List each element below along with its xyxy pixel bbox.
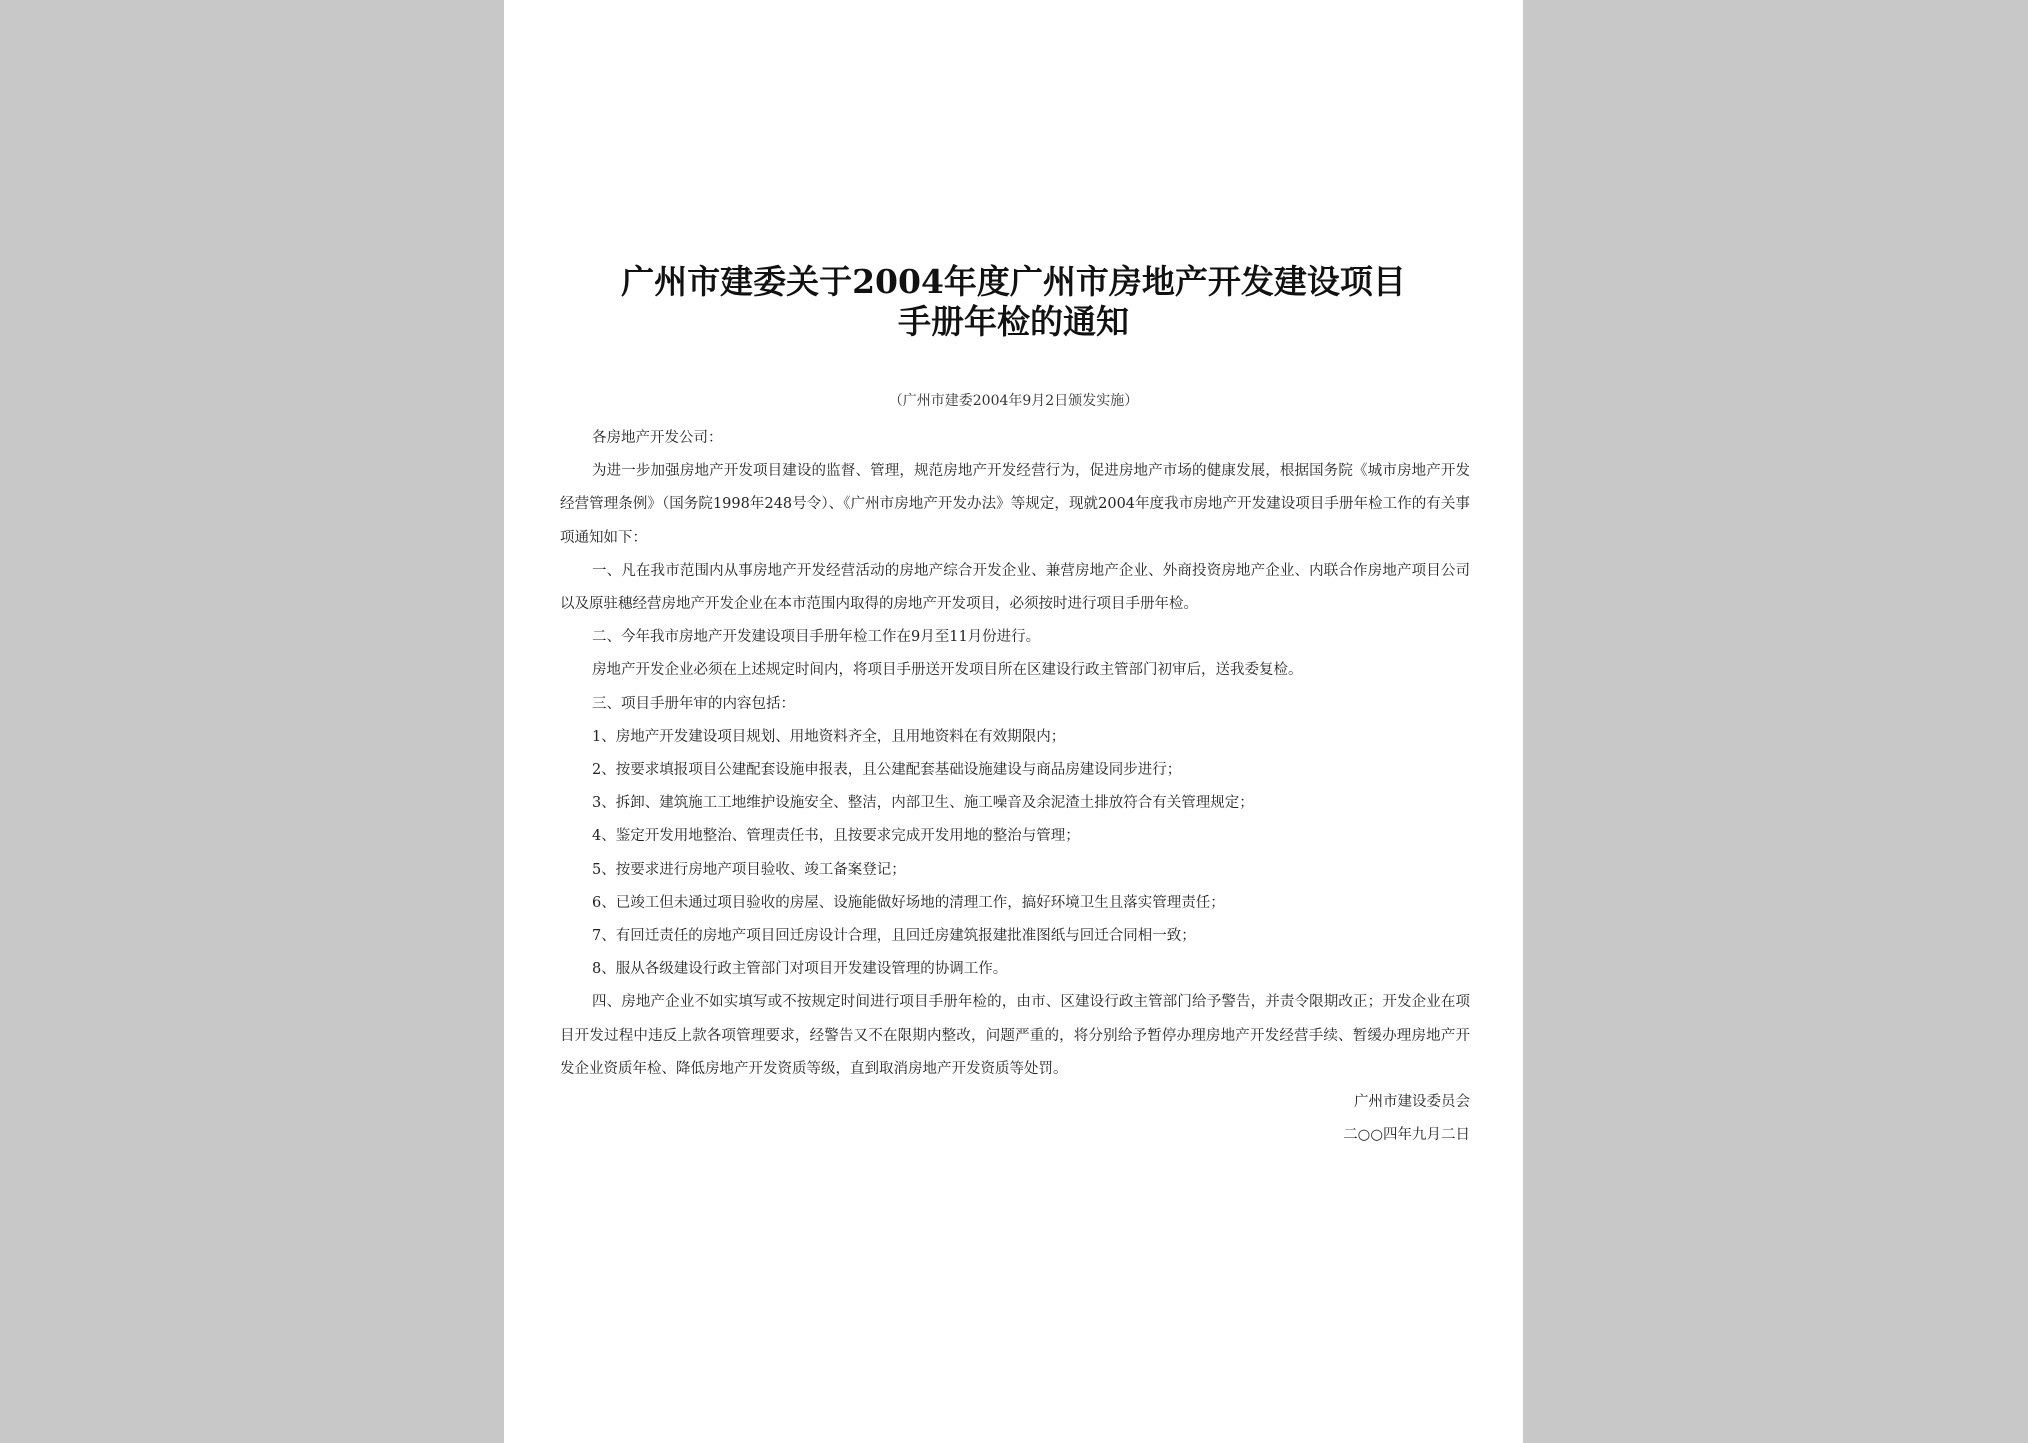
- document-body: [560, 422, 1470, 1152]
- paragraph-two: 二、今年我市房地产开发建设项目手册年检工作在9月至11月份进行。: [592, 629, 1041, 646]
- paragraph-four: 三、项目手册年审的内容包括：: [592, 695, 795, 712]
- salutation: 各房地产开发公司：: [592, 430, 723, 446]
- paragraph-five: 四、房地产企业不如实填写或不按规定时间进行项目手册年检的，由市、区建设行政主管部门给予警告，并责令限期改正；开发企业在项目开发过程中违反上款各项管理要求，经警告又不在限期内整改，问题严重的，将分别给予暂停办理房地产开发经营手续、暂缓办理房地产开发企业资质年检、降低房地产开发资质等级，直到取消房地产开发资质等处罚。: [560, 994, 1470, 1077]
- intro-paragraph: 为进一步加强房地产开发项目建设的监督、管理，规范房地产开发经营行为，促进房地产市场的健康发展，根据国务院《城市房地产开发经营管理条例》（国务院1998年248号令）、《广州市房地产开发办法》等规定，现就2004年度我市房地产开发建设项目手册年检工作的有关事项通知如下：: [560, 463, 1470, 546]
- paragraph-three: 房地产开发企业必须在上述规定时间内，将项目手册送开发项目所在区建设行政主管部门初审后，送我委复检。: [592, 662, 1303, 679]
- list-item: 5、按要求进行房地产项目验收、竣工备案登记；: [592, 861, 906, 878]
- paragraph-one: 一、凡在我市范围内从事房地产开发经营活动的房地产综合开发企业、兼营房地产企业、外商投资房地产企业、内联合作房地产项目公司以及原驻穗经营房地产开发企业在本市范围内取得的房地产开发项目，必须按时进行项目手册年检。: [560, 562, 1470, 613]
- title-line-1: 广州市建委关于2004年度广州市房地产开发建设项目: [621, 262, 1406, 301]
- list-item: 6、已竣工但未通过项目验收的房屋、设施能做好场地的清理工作，搞好环境卫生且落实管理责任；: [592, 894, 1225, 911]
- list-item: 4、鉴定开发用地整治、管理责任书，且按要求完成开发用地的整治与管理；: [592, 828, 1080, 845]
- signature: 广州市建设委员会: [1354, 1094, 1470, 1111]
- list-item: 3、拆卸、建筑施工工地维护设施安全、整洁，内部卫生、施工噪音及余泥渣土排放符合有关管理规定；: [592, 795, 1254, 812]
- document-title: [544, 262, 1483, 342]
- list-item: 1、房地产开发建设项目规划、用地资料齐全，且用地资料在有效期限内；: [592, 728, 1066, 745]
- document-page: [504, 0, 1523, 1443]
- list-item: 8、服从各级建设行政主管部门对项目开发建设管理的协调工作。: [592, 961, 1008, 978]
- list-item: 2、按要求填报项目公建配套设施申报表，且公建配套基础设施建设与商品房建设同步进行；: [592, 762, 1182, 779]
- title-line-2: 手册年检的通知: [898, 302, 1129, 341]
- issue-date: 二○○四年九月二日: [1343, 1127, 1470, 1144]
- issue-note: （广州市建委2004年9月2日颁发实施）: [888, 393, 1139, 409]
- list-item: 7、有回迁责任的房地产项目回迁房设计合理，且回迁房建筑报建批准图纸与回迁合同相一致；: [592, 928, 1196, 945]
